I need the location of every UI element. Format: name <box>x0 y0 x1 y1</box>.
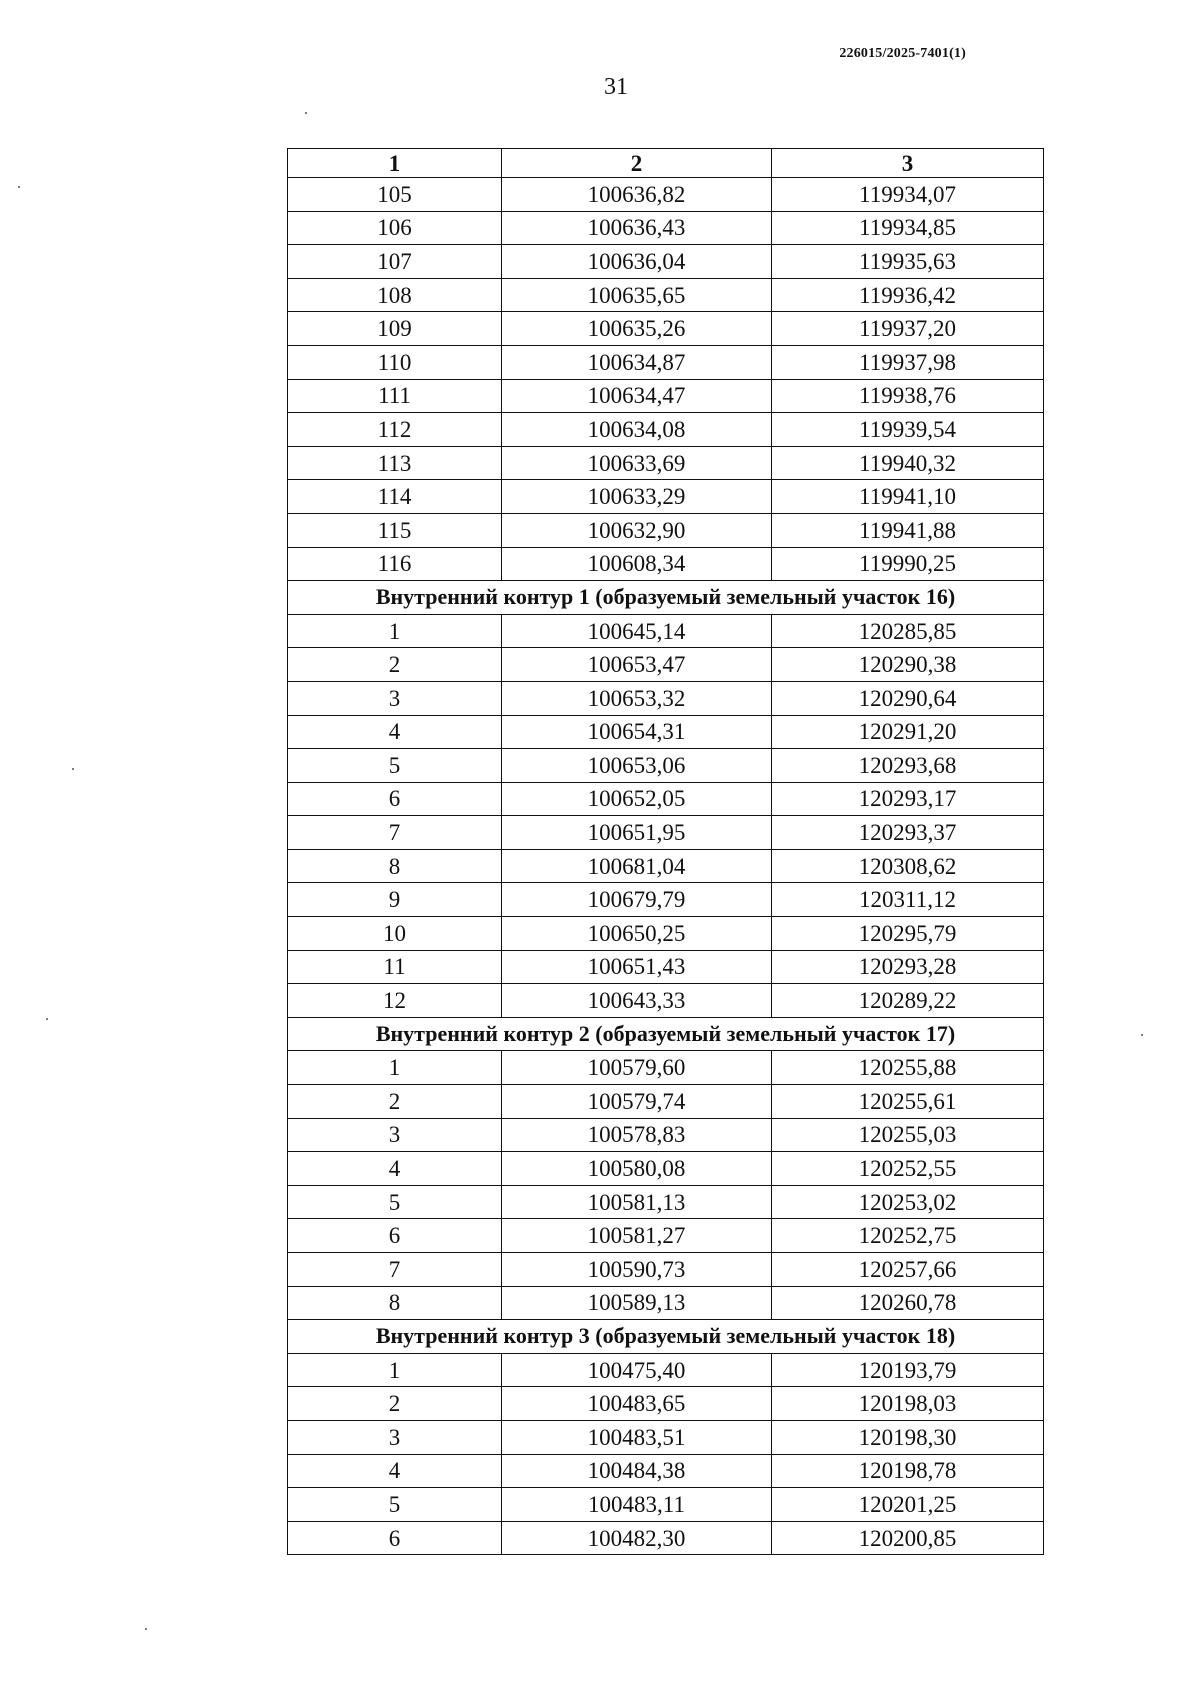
table-row <box>288 513 1044 547</box>
point-number-cell: 112 <box>288 413 502 447</box>
point-number-cell: 8 <box>288 1286 502 1320</box>
table-row <box>288 883 1044 917</box>
section-title-row <box>288 581 1044 615</box>
column-header: 1 <box>288 149 502 178</box>
table-row <box>288 1051 1044 1085</box>
point-number-cell: 9 <box>288 883 502 917</box>
section-title: Внутренний контур 1 (образуемый земельный участок 16) <box>288 581 1044 615</box>
y-coordinate-cell: 119940,32 <box>772 446 1044 480</box>
table-row <box>288 1152 1044 1186</box>
scan-speck <box>72 768 74 770</box>
table-row <box>288 1420 1044 1454</box>
point-number-cell: 6 <box>288 1521 502 1555</box>
document-number: 226015/2025-7401(1) <box>839 46 966 61</box>
y-coordinate-cell: 119936,42 <box>772 278 1044 312</box>
table-row <box>288 984 1044 1018</box>
scan-speck <box>145 1628 147 1630</box>
x-coordinate-cell: 100652,05 <box>502 782 772 816</box>
x-coordinate-cell: 100653,32 <box>502 681 772 715</box>
y-coordinate-cell: 119938,76 <box>772 379 1044 413</box>
table-row <box>288 681 1044 715</box>
page-number: 31 <box>604 74 628 100</box>
table-row <box>288 245 1044 279</box>
column-header: 2 <box>502 149 772 178</box>
section-title-row <box>288 1320 1044 1354</box>
x-coordinate-cell: 100634,47 <box>502 379 772 413</box>
x-coordinate-cell: 100579,74 <box>502 1085 772 1119</box>
x-coordinate-cell: 100634,87 <box>502 345 772 379</box>
x-coordinate-cell: 100608,34 <box>502 547 772 581</box>
x-coordinate-cell: 100632,90 <box>502 513 772 547</box>
table-row <box>288 1253 1044 1287</box>
y-coordinate-cell: 120255,03 <box>772 1118 1044 1152</box>
section-title: Внутренний контур 3 (образуемый земельный участок 18) <box>288 1320 1044 1354</box>
y-coordinate-cell: 119937,98 <box>772 345 1044 379</box>
table-row <box>288 1521 1044 1555</box>
scan-speck <box>46 1018 48 1020</box>
x-coordinate-cell: 100633,29 <box>502 480 772 514</box>
x-coordinate-cell: 100651,95 <box>502 816 772 850</box>
y-coordinate-cell: 120260,78 <box>772 1286 1044 1320</box>
x-coordinate-cell: 100475,40 <box>502 1353 772 1387</box>
point-number-cell: 107 <box>288 245 502 279</box>
table-row <box>288 648 1044 682</box>
table-row <box>288 1488 1044 1522</box>
x-coordinate-cell: 100484,38 <box>502 1454 772 1488</box>
x-coordinate-cell: 100482,30 <box>502 1521 772 1555</box>
y-coordinate-cell: 120291,20 <box>772 715 1044 749</box>
point-number-cell: 10 <box>288 917 502 951</box>
y-coordinate-cell: 120201,25 <box>772 1488 1044 1522</box>
scan-speck <box>305 112 307 114</box>
scan-speck <box>1141 1034 1143 1036</box>
point-number-cell: 108 <box>288 278 502 312</box>
x-coordinate-cell: 100483,11 <box>502 1488 772 1522</box>
table-row <box>288 379 1044 413</box>
point-number-cell: 116 <box>288 547 502 581</box>
y-coordinate-cell: 120200,85 <box>772 1521 1044 1555</box>
y-coordinate-cell: 120293,37 <box>772 816 1044 850</box>
point-number-cell: 1 <box>288 1051 502 1085</box>
x-coordinate-cell: 100590,73 <box>502 1253 772 1287</box>
point-number-cell: 12 <box>288 984 502 1018</box>
point-number-cell: 2 <box>288 1085 502 1119</box>
y-coordinate-cell: 120290,64 <box>772 681 1044 715</box>
x-coordinate-cell: 100650,25 <box>502 917 772 951</box>
x-coordinate-cell: 100653,06 <box>502 749 772 783</box>
y-coordinate-cell: 119990,25 <box>772 547 1044 581</box>
point-number-cell: 115 <box>288 513 502 547</box>
coordinates-table <box>287 148 1044 1555</box>
table-row <box>288 178 1044 212</box>
x-coordinate-cell: 100578,83 <box>502 1118 772 1152</box>
table-row <box>288 1454 1044 1488</box>
y-coordinate-cell: 120257,66 <box>772 1253 1044 1287</box>
y-coordinate-cell: 120198,30 <box>772 1420 1044 1454</box>
y-coordinate-cell: 120295,79 <box>772 917 1044 951</box>
x-coordinate-cell: 100636,04 <box>502 245 772 279</box>
x-coordinate-cell: 100589,13 <box>502 1286 772 1320</box>
y-coordinate-cell: 119937,20 <box>772 312 1044 346</box>
point-number-cell: 109 <box>288 312 502 346</box>
point-number-cell: 6 <box>288 1219 502 1253</box>
x-coordinate-cell: 100579,60 <box>502 1051 772 1085</box>
point-number-cell: 8 <box>288 849 502 883</box>
scan-speck <box>18 186 20 188</box>
point-number-cell: 4 <box>288 1454 502 1488</box>
point-number-cell: 3 <box>288 1420 502 1454</box>
y-coordinate-cell: 119934,07 <box>772 178 1044 212</box>
table-row <box>288 950 1044 984</box>
x-coordinate-cell: 100483,51 <box>502 1420 772 1454</box>
point-number-cell: 111 <box>288 379 502 413</box>
x-coordinate-cell: 100679,79 <box>502 883 772 917</box>
point-number-cell: 7 <box>288 1253 502 1287</box>
y-coordinate-cell: 120308,62 <box>772 849 1044 883</box>
point-number-cell: 1 <box>288 1353 502 1387</box>
table-row <box>288 547 1044 581</box>
point-number-cell: 7 <box>288 816 502 850</box>
x-coordinate-cell: 100643,33 <box>502 984 772 1018</box>
x-coordinate-cell: 100636,43 <box>502 211 772 245</box>
column-header: 3 <box>772 149 1044 178</box>
y-coordinate-cell: 120293,17 <box>772 782 1044 816</box>
table-row <box>288 278 1044 312</box>
table-row <box>288 211 1044 245</box>
x-coordinate-cell: 100580,08 <box>502 1152 772 1186</box>
table-row <box>288 1353 1044 1387</box>
table-row <box>288 446 1044 480</box>
table-row <box>288 816 1044 850</box>
point-number-cell: 113 <box>288 446 502 480</box>
table-row <box>288 413 1044 447</box>
x-coordinate-cell: 100653,47 <box>502 648 772 682</box>
point-number-cell: 114 <box>288 480 502 514</box>
point-number-cell: 5 <box>288 749 502 783</box>
y-coordinate-cell: 120293,68 <box>772 749 1044 783</box>
table-row <box>288 849 1044 883</box>
y-coordinate-cell: 120311,12 <box>772 883 1044 917</box>
y-coordinate-cell: 120293,28 <box>772 950 1044 984</box>
table-row <box>288 312 1044 346</box>
section-title: Внутренний контур 2 (образуемый земельный участок 17) <box>288 1017 1044 1051</box>
table-row <box>288 345 1044 379</box>
point-number-cell: 11 <box>288 950 502 984</box>
point-number-cell: 3 <box>288 1118 502 1152</box>
y-coordinate-cell: 119934,85 <box>772 211 1044 245</box>
point-number-cell: 4 <box>288 1152 502 1186</box>
y-coordinate-cell: 120290,38 <box>772 648 1044 682</box>
point-number-cell: 4 <box>288 715 502 749</box>
point-number-cell: 106 <box>288 211 502 245</box>
table-row <box>288 1387 1044 1421</box>
x-coordinate-cell: 100681,04 <box>502 849 772 883</box>
table-header-row <box>288 149 1044 178</box>
table-row <box>288 1286 1044 1320</box>
table-row <box>288 614 1044 648</box>
y-coordinate-cell: 119941,10 <box>772 480 1044 514</box>
y-coordinate-cell: 120255,88 <box>772 1051 1044 1085</box>
table-row <box>288 1185 1044 1219</box>
table-row <box>288 917 1044 951</box>
x-coordinate-cell: 100654,31 <box>502 715 772 749</box>
point-number-cell: 5 <box>288 1488 502 1522</box>
table-row <box>288 749 1044 783</box>
y-coordinate-cell: 120252,55 <box>772 1152 1044 1186</box>
y-coordinate-cell: 120255,61 <box>772 1085 1044 1119</box>
y-coordinate-cell: 120253,02 <box>772 1185 1044 1219</box>
table-row <box>288 1118 1044 1152</box>
table-row <box>288 782 1044 816</box>
point-number-cell: 3 <box>288 681 502 715</box>
y-coordinate-cell: 120193,79 <box>772 1353 1044 1387</box>
y-coordinate-cell: 119941,88 <box>772 513 1044 547</box>
y-coordinate-cell: 120285,85 <box>772 614 1044 648</box>
point-number-cell: 2 <box>288 1387 502 1421</box>
y-coordinate-cell: 120252,75 <box>772 1219 1044 1253</box>
point-number-cell: 5 <box>288 1185 502 1219</box>
point-number-cell: 2 <box>288 648 502 682</box>
table-row <box>288 1219 1044 1253</box>
point-number-cell: 105 <box>288 178 502 212</box>
y-coordinate-cell: 119935,63 <box>772 245 1044 279</box>
table-row <box>288 715 1044 749</box>
table-row <box>288 1085 1044 1119</box>
y-coordinate-cell: 120198,03 <box>772 1387 1044 1421</box>
point-number-cell: 6 <box>288 782 502 816</box>
point-number-cell: 110 <box>288 345 502 379</box>
x-coordinate-cell: 100581,13 <box>502 1185 772 1219</box>
x-coordinate-cell: 100633,69 <box>502 446 772 480</box>
x-coordinate-cell: 100483,65 <box>502 1387 772 1421</box>
section-title-row <box>288 1017 1044 1051</box>
x-coordinate-cell: 100645,14 <box>502 614 772 648</box>
x-coordinate-cell: 100635,26 <box>502 312 772 346</box>
x-coordinate-cell: 100635,65 <box>502 278 772 312</box>
y-coordinate-cell: 119939,54 <box>772 413 1044 447</box>
y-coordinate-cell: 120198,78 <box>772 1454 1044 1488</box>
x-coordinate-cell: 100651,43 <box>502 950 772 984</box>
x-coordinate-cell: 100634,08 <box>502 413 772 447</box>
table-row <box>288 480 1044 514</box>
x-coordinate-cell: 100581,27 <box>502 1219 772 1253</box>
point-number-cell: 1 <box>288 614 502 648</box>
y-coordinate-cell: 120289,22 <box>772 984 1044 1018</box>
x-coordinate-cell: 100636,82 <box>502 178 772 212</box>
